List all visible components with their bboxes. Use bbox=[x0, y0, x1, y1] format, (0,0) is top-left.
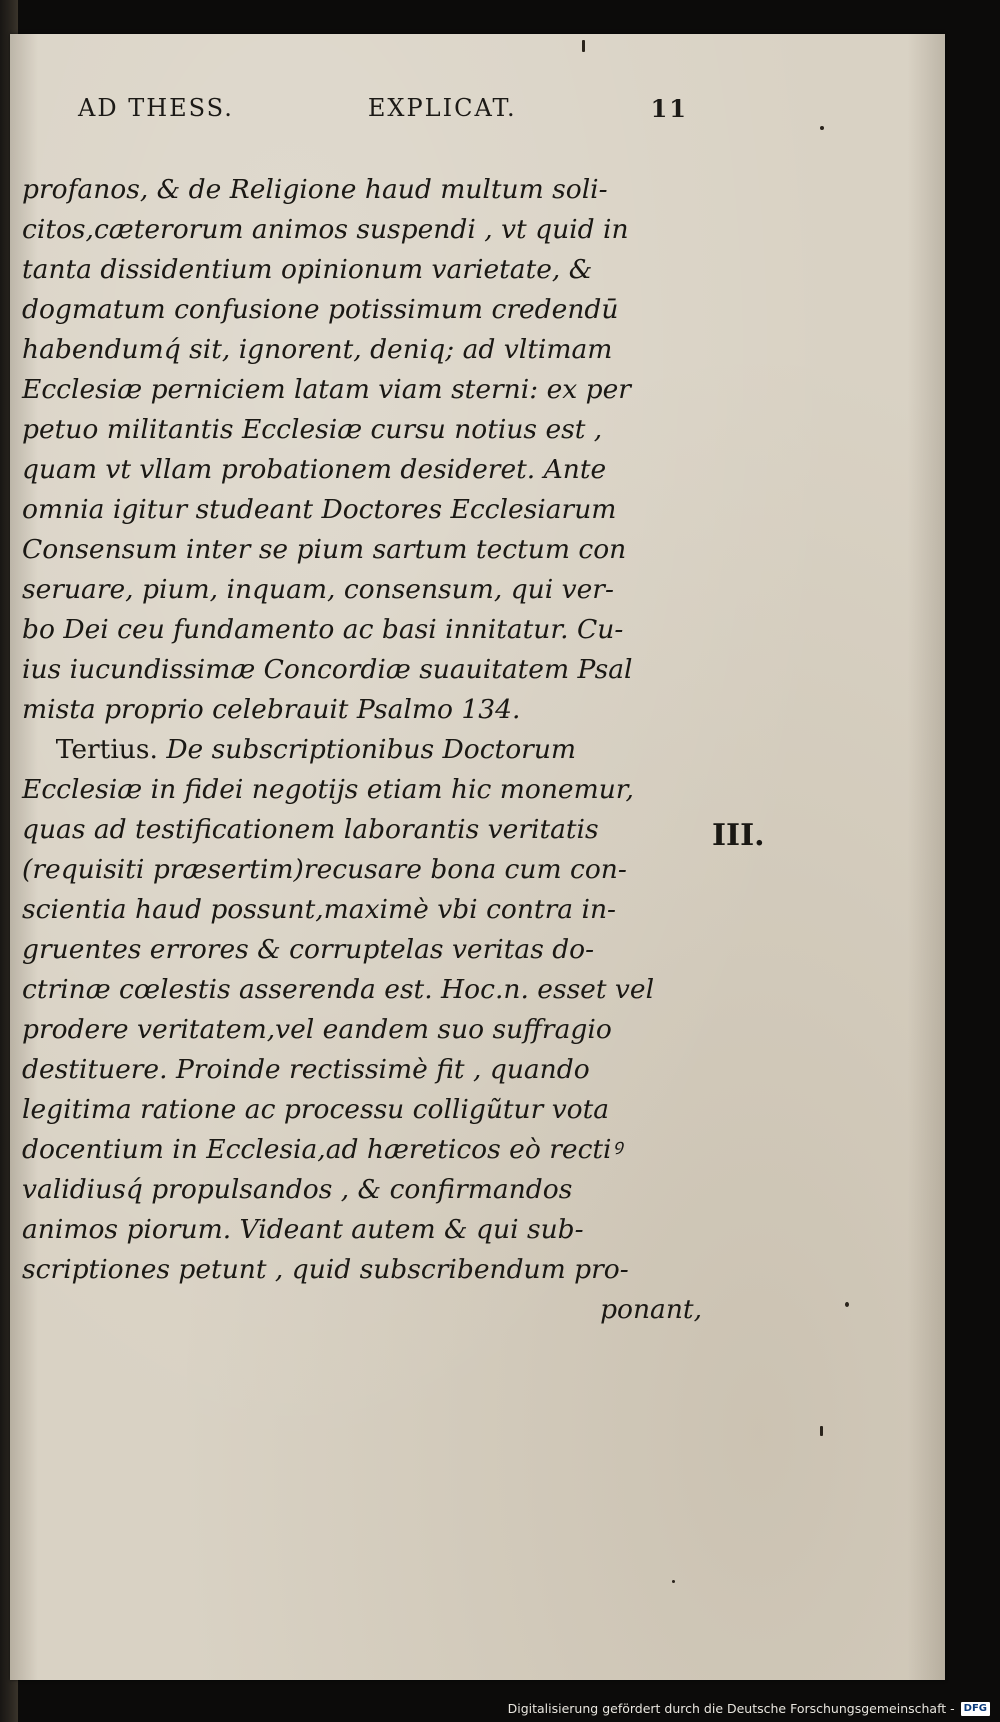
text-line: validiusq́ propulsandos , & confirmandos bbox=[22, 1174, 573, 1205]
paper-blemish bbox=[582, 40, 585, 52]
page-number: 11 bbox=[650, 94, 688, 123]
digitization-credit bbox=[508, 1701, 990, 1716]
text-line: quam vt vllam probationem desideret. Ante bbox=[22, 454, 607, 485]
text-line: habendumq́ sit, ignorent, deniq; ad vltimam bbox=[22, 334, 613, 365]
paragraph-lead-rest: De subscriptionibus Doctorum bbox=[157, 734, 577, 765]
text-line: omnia igitur studeant Doctores Ecclesiarum bbox=[22, 494, 617, 525]
text-line: dogmatum confusione potissimum credendū bbox=[22, 294, 619, 325]
paragraph-lead: Tertius. bbox=[55, 734, 158, 765]
margin-note: III. bbox=[712, 818, 765, 853]
text-line: docentium in Ecclesia,ad hæreticos eò rectiꝰ bbox=[22, 1134, 622, 1165]
text-line: tanta dissidentium opinionum varietate, & bbox=[22, 254, 593, 285]
text-line: destituere. Proinde rectissimè fit , quando bbox=[22, 1054, 590, 1085]
text-line: ius iucundissimæ Concordiæ suauitatem Psal bbox=[22, 654, 633, 685]
text-line: profanos, & de Religione haud multum soli- bbox=[22, 174, 608, 205]
text-line: legitima ratione ac processu colligũtur vota bbox=[22, 1094, 610, 1125]
text-line: prodere veritatem,vel eandem suo suffragio bbox=[22, 1014, 612, 1045]
text-line: bo Dei ceu fundamento ac basi innitatur. Cu- bbox=[22, 614, 624, 645]
running-head-left: AD THESS. bbox=[78, 94, 234, 122]
text-line: animos piorum. Videant autem & qui sub- bbox=[22, 1214, 584, 1245]
credit-text: Digitalisierung gefördert durch die Deutsche Forschungsgemeinschaft - bbox=[507, 1701, 955, 1716]
text-line: quas ad testificationem laborantis veritatis bbox=[22, 814, 599, 845]
text-line: scientia haud possunt,maximè vbi contra in- bbox=[22, 894, 616, 925]
body-text bbox=[22, 170, 702, 1330]
paper-blemish bbox=[820, 126, 824, 130]
paper-blemish bbox=[672, 1580, 675, 1583]
dfg-logo: DFG bbox=[961, 1702, 990, 1716]
paper-blemish bbox=[820, 1426, 823, 1436]
running-head bbox=[78, 94, 688, 123]
text-line: Ecclesiæ perniciem latam viam sterni: ex per bbox=[22, 374, 631, 405]
text-line: Consensum inter se pium sartum tectum con bbox=[22, 534, 627, 565]
text-line: scriptiones petunt , quid subscribendum pro- bbox=[22, 1254, 629, 1285]
paper-blemish bbox=[845, 1302, 849, 1307]
text-line: Ecclesiæ in fidei negotijs etiam hic monemur, bbox=[22, 774, 634, 805]
text-line: citos,cæterorum animos suspendi , vt quid in bbox=[22, 214, 629, 245]
text-line: seruare, pium, inquam, consensum, qui ver- bbox=[22, 574, 614, 605]
running-head-center: EXPLICAT. bbox=[367, 94, 517, 122]
text-line: mista proprio celebrauit Psalmo 134. bbox=[22, 694, 521, 725]
text-line: petuo militantis Ecclesiæ cursu notius est , bbox=[22, 414, 603, 445]
text-line: ctrinæ cœlestis asserenda est. Hoc.n. esset vel bbox=[22, 974, 655, 1005]
text-line: (requisiti præsertim)recusare bona cum con- bbox=[22, 854, 627, 885]
catchword: ponant, bbox=[600, 1294, 702, 1325]
paragraph-first-line bbox=[22, 730, 702, 770]
text-line: gruentes errores & corruptelas veritas do- bbox=[22, 934, 595, 965]
